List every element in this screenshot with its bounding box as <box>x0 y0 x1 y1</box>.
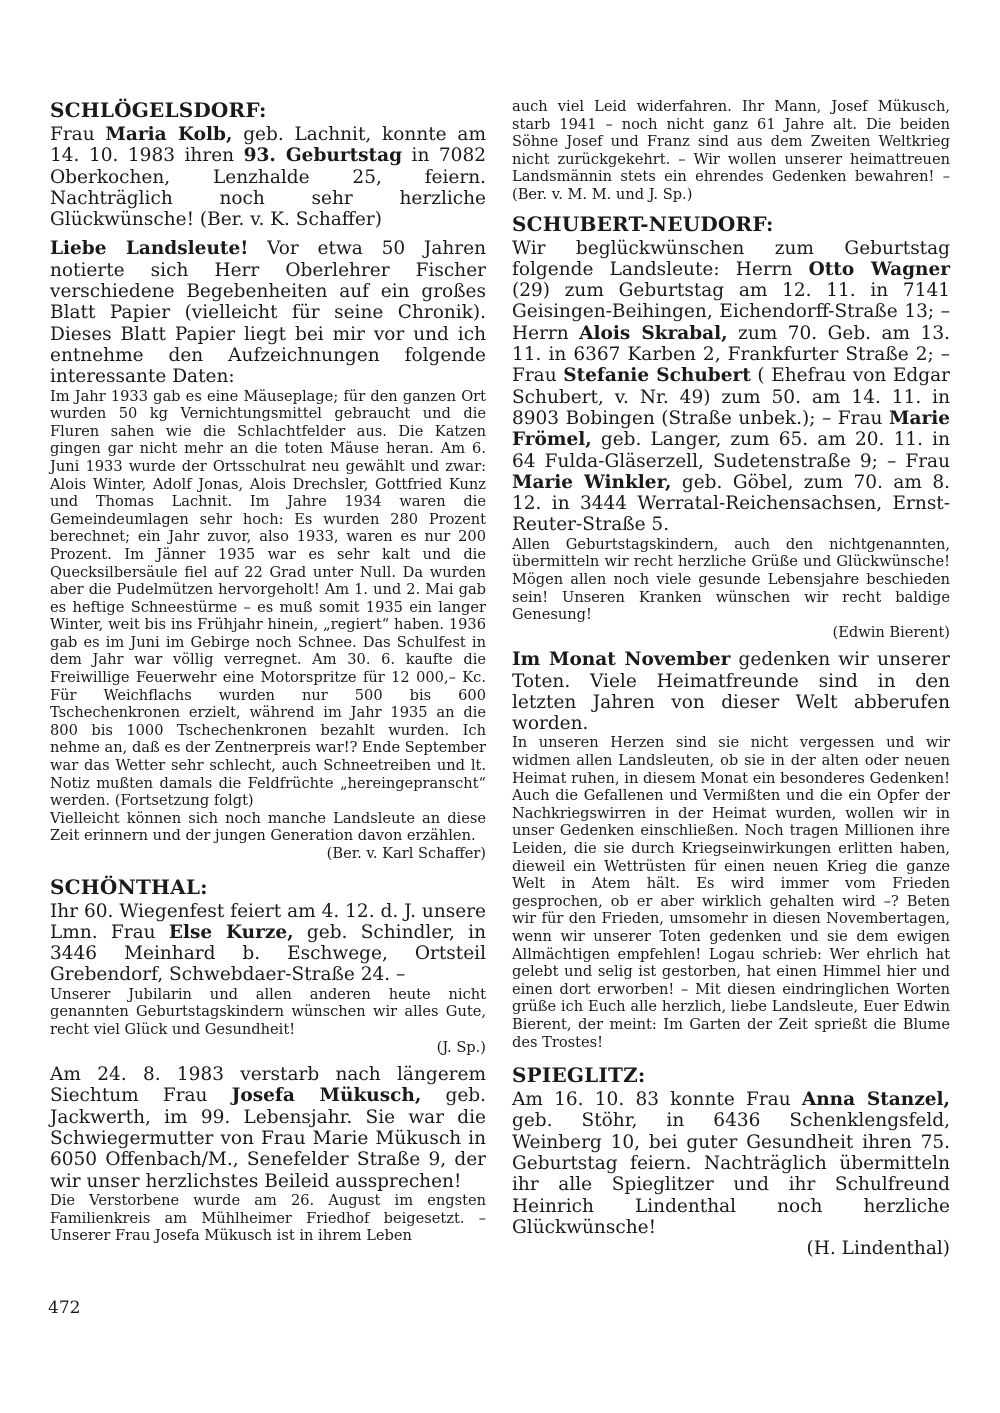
text: Ihr 60. Wiegenfest feiert am 4. 12. d. J. unsere Lmn. Frau <box>50 900 486 943</box>
birthday-bold: 93. Geburtstag <box>243 145 403 167</box>
name-bold: Maria Kolb, <box>105 124 233 145</box>
text: Unserer Jubilarin und allen anderen heute nicht genannten Geburtstagskindern wünschen wir alles Gute, recht viel Glück und Gesundheit! <box>50 985 486 1038</box>
signature: (Edwin Bierent) <box>832 623 950 641</box>
paragraph: Die Verstorbene wurde am 26. August im engsten Familienkreis am Mühlheimer Friedhof beigesetzt. – Unserer Frau Josefa Mükusch ist in ihrem Leben <box>50 1191 486 1245</box>
paragraph <box>50 986 486 1056</box>
paragraph <box>512 238 950 536</box>
text: geb. Lachnit, konnte am 14. 10. 1983 ihren <box>50 124 486 167</box>
text: geb. Stöhr, in 6436 Schenklengsfeld, Weinberg 10, bei guter Gesundheit ihren 75. Geburtstag feiern. Nachträglich übermitteln ihr alle Spieglitzer und ihr Schulfreund Heinrich Lindenthal noch herzliche Glückwünsche! <box>512 1110 950 1238</box>
name-bold: Stefanie Schubert <box>563 365 751 387</box>
name-bold: Josefa Mükusch, <box>231 1085 422 1107</box>
section-heading-schloegelsdorf: SCHLÖGELSDORF: <box>50 98 267 122</box>
paragraph <box>512 649 950 734</box>
paragraph: Im Jahr 1933 gab es eine Mäuseplage; für den ganzen Ort wurden 50 kg Vernichtungsmittel gebraucht und die Fluren sahen wie die Schlachtfelder aus. Die Katzen gingen gar nicht mehr an die toten Mäuse heran. Am 6. Juni 1933 wurde der Ortsschulrat neu gewählt und zwar: Alois Winter, Adolf Jonas, Alois Drechsler, Gottfried Kunz und Thomas Lachnit. Im Jahre 1934 waren die Gemeindeumlagen sehr hoch: Es wurden 280 Prozent berechnet; ein Jahr zuvor, also 1933, waren es nur 200 Prozent. Im Jänner 1935 war es sehr kalt und die Quecksilbersäule fiel auf 22 Grad unter Null. Da wurden aber die Pudelmützen hervorgeholt! Am 1. und 2. Mai gab es heftige Schneestürme – es muß somit 1935 ein langer Winter, weit bis ins Frühjahr hinein, „regiert“ haben. 1936 gab es im Juni im Gebirge noch Schnee. Das Schulfest in dem Jahr war völlig verregnet. Am 30. 6. kaufte die Freiwillige Feuerwehr eine Motorspritze für 12 000,– Kc. Für Weichflachs wurden nur 500 bis 600 Tschechenkronen erzielt, während im Jahr 1935 an die 800 bis 1000 Tschechenkronen bezahlt wurden. Ich nehme an, daß es der Zentnerpreis war!? Ende September war das Wetter sehr schlecht, auch Schneetreiben und lt. Notiz mußten damals die Feldfrüchte „hereingepranscht“ werden. (Fortsetzung folgt) <box>50 387 486 810</box>
text: (29) zum Geburtstag am 12. 11. in 7141 Geisingen-Beihingen, Eichendorff-Straße 13; – Herrn <box>512 280 950 344</box>
page-number: 472 <box>48 1298 81 1318</box>
paragraph <box>50 238 486 387</box>
text: Am 16. 10. 83 konnte Frau <box>512 1089 802 1111</box>
name-bold: Alois Skrabal, <box>579 322 728 344</box>
section-heading-schubert-neudorf: SCHUBERT-NEUDORF: <box>512 211 774 236</box>
text: geb. Göbel, zum 70. am 8. 12. in 3444 Werratal-Reichensachsen, Ernst-Reuter-Straße 5. <box>512 471 951 536</box>
section-heading-spieglitz: SPIEGLITZ: <box>512 1063 646 1088</box>
text: Allen Geburtstagskindern, auch den nichtgenannten, übermitteln wir recht herzliche Grüße und Glückwünsche! Mögen allen noch viele gesunde Lebensjahre beschieden sein! Unseren Kranken wünschen wir recht baldige Genesung! <box>512 535 950 624</box>
signature: (H. Lindenthal) <box>806 1238 950 1260</box>
paragraph <box>50 124 486 230</box>
name-bold: Anna Stanzel, <box>801 1089 950 1111</box>
paragraph <box>50 1064 486 1192</box>
name-bold: Marie Winkler, <box>512 471 672 493</box>
paragraph <box>50 901 486 986</box>
lead-bold: Im Monat November <box>512 649 731 671</box>
text: zum 70. Geb. am 13. 11. in 6367 Karben 2, Frankfurter Straße 2; – Frau <box>512 322 950 387</box>
paragraph <box>50 810 486 863</box>
text: geb. Langer, zum 65. am 20. 11. in 64 Fulda-Gläserzell, Sudetenstraße 9; – Frau <box>512 429 950 472</box>
text: ( Ehefrau von Edgar Schubert, v. Nr. 49) zum 50. am 14. 11. in 8903 Bobingen (Straße unbek.); – Frau <box>512 365 950 429</box>
text: Wir beglückwünschen zum Geburtstag folgende Landsleute: Herrn <box>512 237 950 280</box>
text: gedenken wir unserer Toten. Viele Heimatfreunde sind in den letzten Jahren von dieser Welt abberufen worden. <box>512 649 950 735</box>
text: Vielleicht können sich noch manche Landsleute an diese Zeit erinnern und der jungen Generation davon erzählen. <box>50 809 486 845</box>
paragraph: In unseren Herzen sind sie nicht vergessen und wir widmen allen Landsleuten, ob sie in der alten oder neuen Heimat ruhen, in diesem Monat ein besonderes Gedenken! Auch die Gefallenen und Vermißten und die ein Opfer der Nachkriegswirren in der Heimat wurden, wollen wir in unser Gedenken einschließen. Noch tragen Millionen ihre Leiden, die sie durch Kriegseinwirkungen erlitten haben, dieweil ein Wettrüsten für einen neuen Krieg die ganze Welt in Atem hält. Es wird immer vom Frieden gesprochen, ob er aber wirklich gehalten wird –? Beten wir für den Frieden, umsomehr in diesen Novembertagen, wenn wir unserer Toten gedenken und sie dem ewigen Allmächtigen empfehlen! Logau schrieb: Wer ehrlich hat gelebt und selig ist gestorben, hat einen Himmel hier und einen dort erworben! – Mit diesen eindringlichen Worten grüße ich Euch alle herzlich, liebe Landsleute, Euer Edwin Bierent, der meint: Im Garten der Zeit sprießt die Blume des Trostes! <box>512 734 950 1051</box>
text: geb. Jackwerth, im 99. Lebensjahr. Sie war die Schwiegermutter von Frau Marie Mükusch in 6050 Offenbach/M., Senefelder Straße 9, der wir unser herzlichstes Beileid aussprechen! <box>50 1085 486 1192</box>
text: Vor etwa 50 Jahren notierte sich Herr Oberlehrer Fischer verschiedene Begebenheiten auf ein großes Blatt Papier (vielleicht für seine Chronik). Dieses Blatt Papier liegt bei mir vor und ich entnehme den Aufzeichnungen folgende interessante Daten: <box>50 238 486 388</box>
text: geb. Schindler, in 3446 Meinhard b. Eschwege, Ortsteil Grebendorf, Schwebdaer-Straße 24. – <box>50 921 487 986</box>
text: Am 24. 8. 1983 verstarb nach längerem Siechtum Frau <box>50 1064 486 1107</box>
signature: (J. Sp.) <box>436 1038 486 1056</box>
section-heading-schoenthal: SCHÖNTHAL: <box>50 874 208 899</box>
name-bold: Otto Wagner <box>808 258 951 280</box>
left-column <box>50 98 486 1245</box>
name-bold: Else Kurze, <box>168 921 294 943</box>
text: in 7082 Oberkochen, Lenzhalde 25, feiern. Nachträglich noch sehr herzliche Glückwünsche! (Ber. v. K. Schaffer) <box>50 145 486 231</box>
greeting-bold: Liebe Landsleute! <box>50 238 249 260</box>
paragraph <box>512 536 950 642</box>
right-column <box>512 98 950 1260</box>
name-bold: Marie Frömel, <box>512 407 950 451</box>
text: Frau <box>50 124 106 145</box>
paragraph: auch viel Leid widerfahren. Ihr Mann, Josef Mükusch, starb 1941 – noch nicht ganz 61 Jahre alt. Die beiden Söhne Josef und Franz sind aus dem Zweiten Weltkrieg nicht zurückgekehrt. – Wir wollen unserer heimattreuen Landsmännin stets ein ehrendes Gedenken bewahren! – (Ber. v. M. M. und J. Sp.) <box>512 98 950 203</box>
signature: (Ber. v. Karl Schaffer) <box>326 845 486 862</box>
paragraph <box>512 1089 950 1259</box>
